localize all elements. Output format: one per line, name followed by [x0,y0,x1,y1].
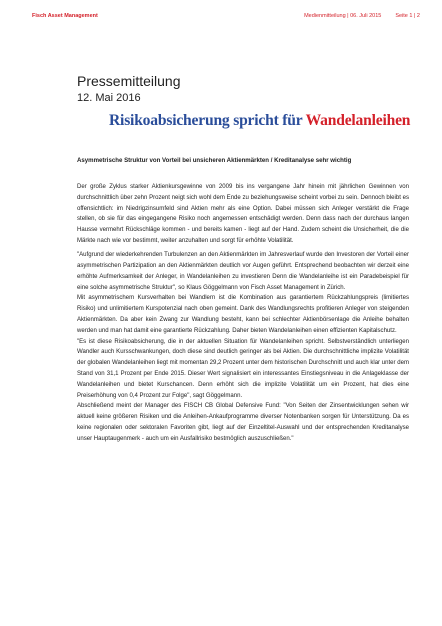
page-header [32,13,420,23]
company-name: Fisch Asset Management [32,13,98,19]
body-text [77,182,409,445]
headline-part-2: Wandelanleihen [305,112,411,129]
page-title: Pressemitteilung [77,73,181,89]
document-type: Medienmitteilung | 06. Juli 2015 [304,13,382,19]
header-meta [304,13,420,19]
headline-part-1: Risikoabsicherung spricht für [109,112,306,129]
subheadline: Asymmetrische Struktur von Vorteil bei unsicheren Aktienmärkten / Kreditanalyse sehr wichtig [77,157,352,164]
paragraph: "Es ist diese Risikoabsicherung, die in der aktuellen Situation für Wandelanleihen spricht. Selbstverständlich unterliegen Wandler auch Kursschwankungen, doch diese sind deutlich geringer als bei Aktien. Die durchschnittliche implizite Volatilität der globalen Wandelanleihen liegt mit momentan 29,2 Prozent unter dem historischen Durchschnitt und auch klar unter dem Stand von 31,1 Prozent per Ende 2015. Dieser Wert signalisiert ein interessantes Einstiegsniveau in die Anlageklasse der Wandelanleihen und bietet Kurschancen. Denn erhöht sich die implizite Volatilität um ein Prozent, hat dies eine Preiserhöhung von 0,4 Prozent zur Folge", sagt Göggelmann. [77,338,409,399]
page-number: Seite 1 | 2 [395,13,420,19]
paragraph: "Aufgrund der wiederkehrenden Turbulenzen an den Aktienmärkten im Jahresverlauf wurde den Investoren der Vorteil einer asymmetrischen Partizipation an den Aktienmärkten deutlich vor Augen geführt. Entsprechend beobachten wir derzeit eine erhöhte Aufmerksamkeit der Anleger, in Wandelanleihen zu investieren Denn die Wandelanleihe ist ein Paradebeispiel für eine solche asymmetrische Struktur", so Klaus Göggelmann von Fisch Asset Management in Zürich. [77,252,409,291]
paragraph: Mit asymmetrischem Kursverhalten bei Wandlern ist die Kombination aus garantiertem Rückzahlungspreis (limitiertes Risiko) und unlimitiertem Kurspotenzial nach oben gemeint. Dank des Wandlungsrechts profitieren Anleger von steigenden Aktienmärkten. Da aber kein Zwang zur Wandlung besteht, kann bei schlechter Aktienbörsenlage die Anleihe behalten werden und man hat damit eine garantierte Rückzahlung. Daher bieten Wandelanleihen einen effizienten Kapitalschutz. [77,295,409,334]
headline [109,112,410,130]
paragraph: Der große Zyklus starker Aktienkursgewinne von 2009 bis ins vergangene Jahr hinein mit jährlichen Gewinnen von durchschnittlich über zehn Prozent neigt sich wohl dem Ende zu beziehungsweise scheint vorbei zu sein. Dennoch bleibt es offensichtlich: im Niedrigzinsumfeld sind Aktien mehr als eine Option. Dabei müssen sich Anleger verstärkt die Frage stellen, ob sie für das eingegangene Risiko noch angemessen entschädigt werden. Denn dass nach der durchaus langen Hausse vermehrt Rückschläge kommen - und bereits kamen - liegt auf der Hand. Zudem scheint die Unsicherheit, die die Märkte nach wie vor bestimmt, weiter anzuhalten und sorgt für erhöhte Volatilität. [77,184,409,244]
paragraph: Abschließend meint der Manager des FISCH CB Global Defensive Fund: "Von Seiten der Zinsentwicklungen sehen wir aktuell keine größeren Risiken und die Anleihen-Ankaufprogramme diverser Notenbanken sorgen für Unterstützung. Da es keine regionalen oder sektoralen Favoriten gibt, liegt auf der Einzeltitel-Auswahl und der entsprechenden Kreditanalyse unser Hauptaugenmerk - auch um ein Ausfallrisiko bestmöglich auszuschließen." [77,403,409,442]
release-date: 12. Mai 2016 [77,92,141,104]
